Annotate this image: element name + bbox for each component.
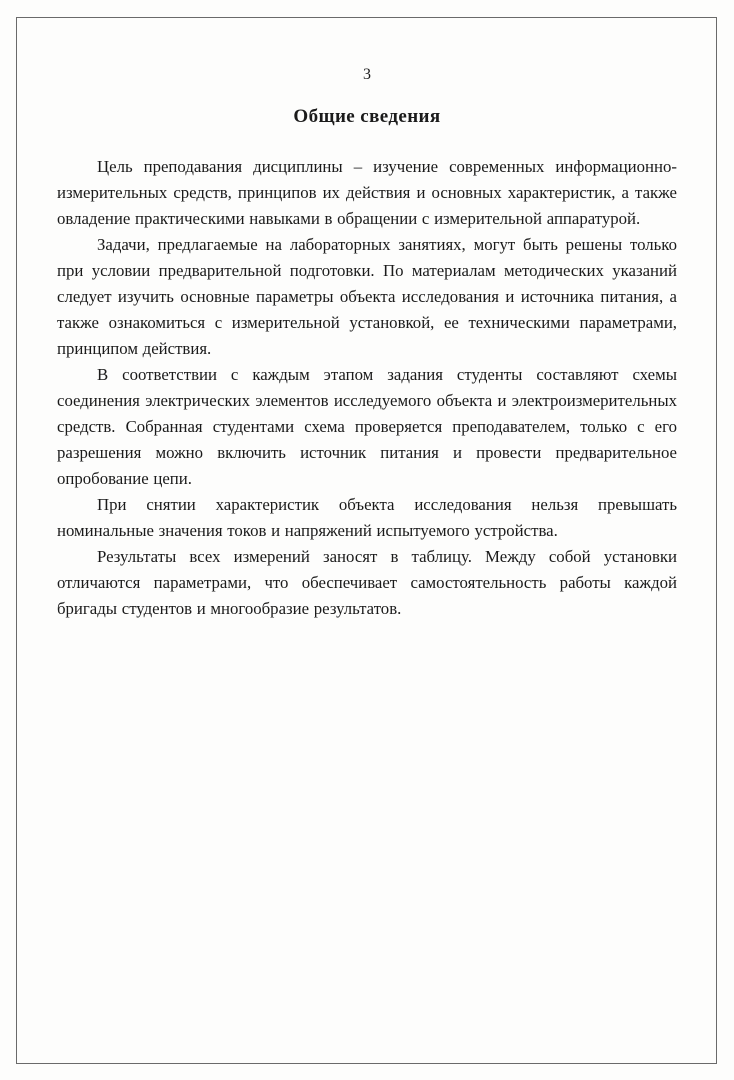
section-title: Общие сведения xyxy=(293,106,441,127)
paragraph: Задачи, предлагаемые на лабораторных занятиях, могут быть решены только при условии предварительной подготовки. По материалам методических указаний следует изучить основные параметры объекта исследования и источника питания, а также ознакомиться с измерительной установкой, ее техническими параметрами, принципом действия. xyxy=(57,235,677,358)
paragraph: При снятии характеристик объекта исследования нельзя превышать номинальные значения токов и напряжений испытуемого устройства. xyxy=(57,495,677,540)
body-text xyxy=(57,154,677,622)
paragraph: Результаты всех измерений заносят в таблицу. Между собой установки отличаются параметрами, что обеспечивает самостоятельность работы каждой бригады студентов и многообразие результатов. xyxy=(57,547,677,618)
paragraph: В соответствии с каждым этапом задания студенты составляют схемы соединения электрических элементов исследуемого объекта и электроизмерительных средств. Собранная студентами схема проверяется преподавателем, только с его разрешения можно включить источник питания и провести предварительное опробование цепи. xyxy=(57,365,677,488)
paragraph: Цель преподавания дисциплины – изучение современных информационно-измерительных средств, принципов их действия и основных характеристик, а также овладение практическими навыками в обращении с измерительной аппаратурой. xyxy=(57,157,677,228)
page-number: 3 xyxy=(363,66,371,83)
page-content xyxy=(57,66,677,622)
